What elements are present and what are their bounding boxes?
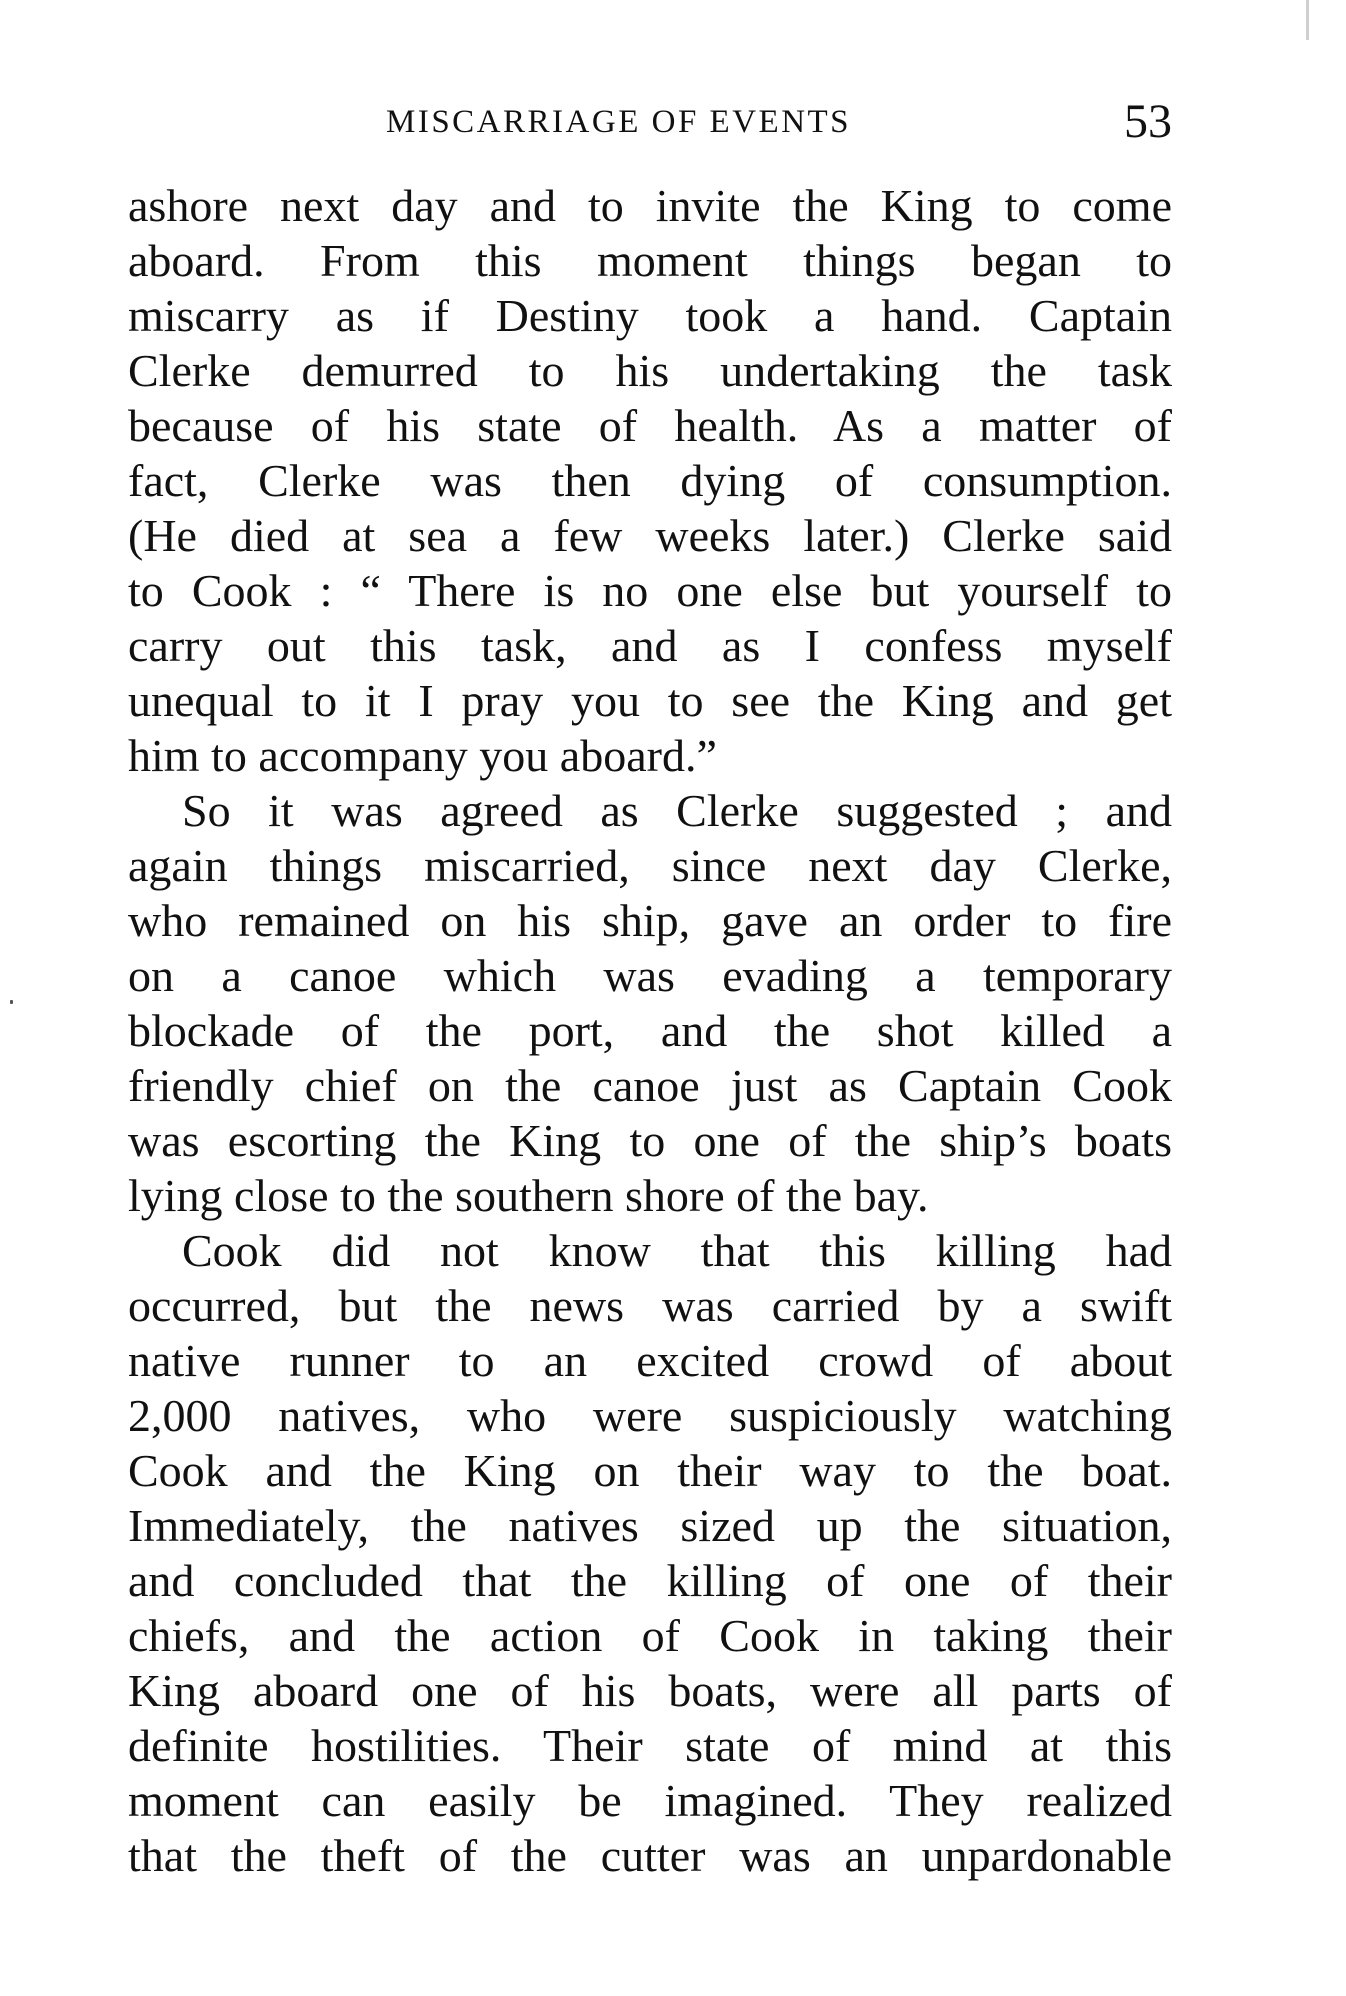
text-line: Cook and the King on their way to the boat. <box>128 1445 1172 1496</box>
text-line: Clerke demurred to his undertaking the task <box>128 345 1172 396</box>
text-line: occurred, but the news was carried by a swift <box>128 1280 1172 1331</box>
text-line: him to accompany you aboard.” <box>128 730 717 781</box>
text-line: to Cook : “ There is no one else but yourself to <box>128 565 1172 616</box>
paragraph-start-line: Cook did not know that this killing had <box>182 1225 1172 1276</box>
text-line: native runner to an excited crowd of about <box>128 1335 1172 1386</box>
page-edge-shadow <box>1306 0 1309 40</box>
text-line: on a canoe which was evading a temporary <box>128 950 1172 1001</box>
text-line: carry out this task, and as I confess myself <box>128 620 1172 671</box>
text-line: because of his state of health. As a matter of <box>128 400 1172 451</box>
text-line: ashore next day and to invite the King to come <box>128 180 1172 231</box>
body-text <box>128 178 1172 1883</box>
running-head <box>128 96 1172 156</box>
running-title: MISCARRIAGE OF EVENTS <box>386 104 852 140</box>
text-line: King aboard one of his boats, were all parts of <box>128 1665 1172 1716</box>
text-line: who remained on his ship, gave an order to fire <box>128 895 1172 946</box>
text-line: blockade of the port, and the shot killed a <box>128 1005 1172 1056</box>
text-line: that the theft of the cutter was an unpardonable <box>128 1830 1172 1881</box>
text-line: miscarry as if Destiny took a hand. Captain <box>128 290 1172 341</box>
paragraph-start-line: So it was agreed as Clerke suggested ; and <box>182 785 1172 836</box>
text-line: (He died at sea a few weeks later.) Clerke said <box>128 510 1172 561</box>
text-line: again things miscarried, since next day Clerke, <box>128 840 1172 891</box>
text-line: definite hostilities. Their state of mind at this <box>128 1720 1172 1771</box>
text-line: 2,000 natives, who were suspiciously watching <box>128 1390 1172 1441</box>
text-line: friendly chief on the canoe just as Captain Cook <box>128 1060 1172 1111</box>
text-line: chiefs, and the action of Cook in taking their <box>128 1610 1172 1661</box>
text-line: moment can easily be imagined. They realized <box>128 1775 1172 1826</box>
page-number: 53 <box>1124 95 1172 148</box>
text-line: Immediately, the natives sized up the situation, <box>128 1500 1172 1551</box>
text-line: aboard. From this moment things began to <box>128 235 1172 286</box>
text-line: was escorting the King to one of the ship’s boats <box>128 1115 1172 1166</box>
text-line: fact, Clerke was then dying of consumption. <box>128 455 1172 506</box>
text-line: and concluded that the killing of one of their <box>128 1555 1172 1606</box>
print-speck <box>10 1000 13 1004</box>
text-line: lying close to the southern shore of the bay. <box>128 1170 929 1221</box>
text-line: unequal to it I pray you to see the King and get <box>128 675 1172 726</box>
